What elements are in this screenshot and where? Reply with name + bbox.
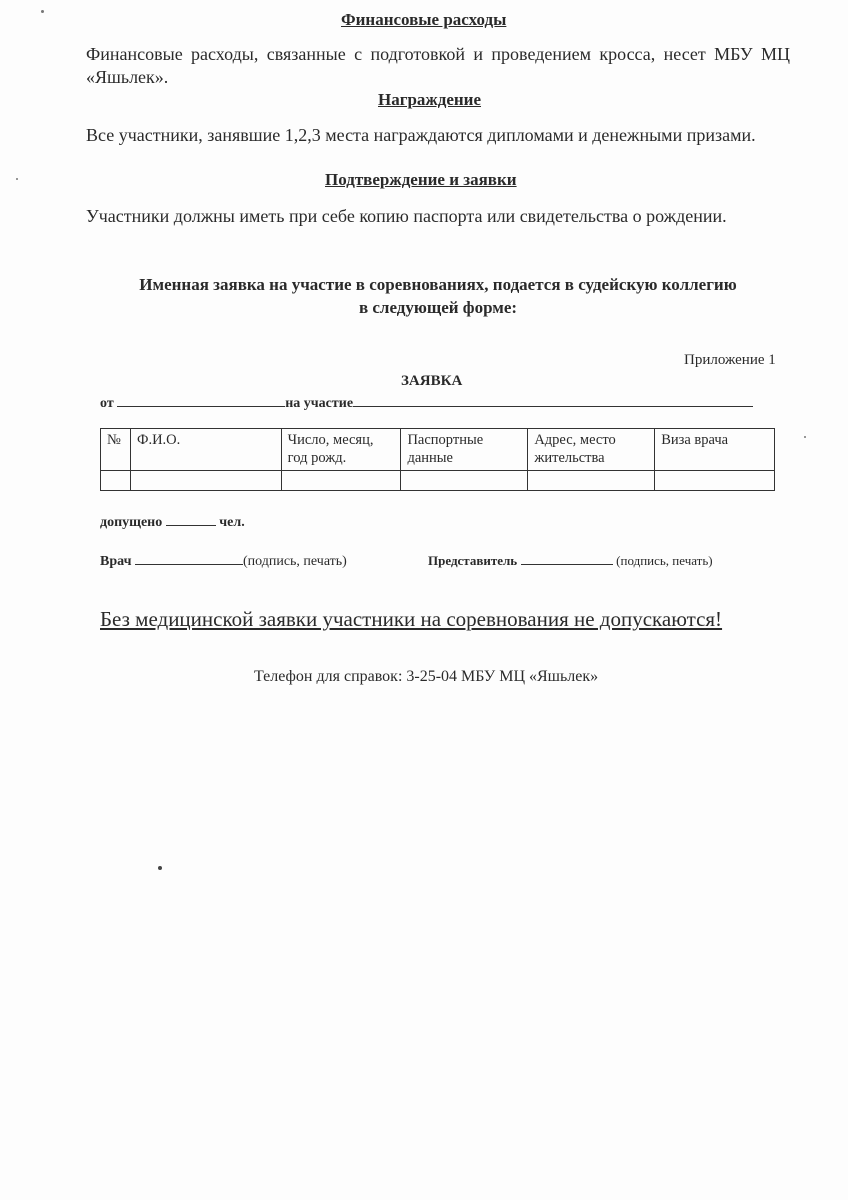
column-header: Паспортные данные [401,429,528,471]
appendix-label: Приложение 1 [684,352,776,368]
finance-text: Финансовые расходы, связанные с подготовкой и проведением кросса, несет МБУ МЦ «Яшьлек». [86,44,790,87]
from-line [100,394,753,412]
confirmation-text: Участники должны иметь при себе копию паспорта или свидетельства о рождении. [86,206,727,226]
warning-text: Без медицинской заявки участники на соревнования не допускаются! [100,607,723,631]
table-cell[interactable] [281,471,401,491]
application-notice-line1: Именная заявка на участие в соревнованиях, подается в судейскую коллегию [139,275,737,294]
representative-signature-blank[interactable] [521,552,613,565]
signature-note: (подпись, печать) [616,553,713,568]
table-cell[interactable] [101,471,131,491]
admitted-label: допущено [100,515,163,530]
finance-heading: Финансовые расходы [341,10,507,29]
award-heading: Награждение [378,90,482,109]
admitted-line [100,513,245,531]
from-blank[interactable] [117,394,285,407]
table-cell[interactable] [401,471,528,491]
confirmation-heading: Подтверждение и заявки [325,170,517,189]
persons-label: чел. [219,515,245,530]
column-header: Число, месяц, год рожд. [281,429,401,471]
table-cell[interactable] [528,471,655,491]
phone-info: Телефон для справок: 3-25-04 МБУ МЦ «Яшьлек» [254,668,599,685]
table-row [101,471,775,491]
doctor-signature-blank[interactable] [135,552,243,565]
application-notice-line2: в следующей форме: [358,298,518,317]
participation-label: на участие [285,396,354,411]
award-text: Все участники, занявшие 1,2,3 места награждаются дипломами и денежными призами. [86,125,756,145]
column-header: Адрес, место жительства [528,429,655,471]
column-header: № [101,429,131,471]
table-cell[interactable] [130,471,281,491]
column-header: Виза врача [655,429,775,471]
table-header-row [101,429,775,471]
from-label: от [100,396,114,411]
column-header: Ф.И.О. [130,429,281,471]
application-table [100,428,775,491]
doctor-signature-line [100,552,347,570]
admitted-blank[interactable] [166,513,216,526]
scan-speck [41,10,44,13]
scan-speck [16,178,18,180]
form-title: ЗАЯВКА [401,373,463,389]
table-cell[interactable] [655,471,775,491]
application-notice [80,273,796,319]
representative-signature-line [428,552,713,570]
scan-speck [158,866,162,870]
participation-blank[interactable] [353,394,753,407]
doctor-label: Врач [100,554,132,569]
signature-note: (подпись, печать) [242,554,347,569]
representative-label: Представитель [428,553,518,568]
scan-speck [804,436,806,438]
